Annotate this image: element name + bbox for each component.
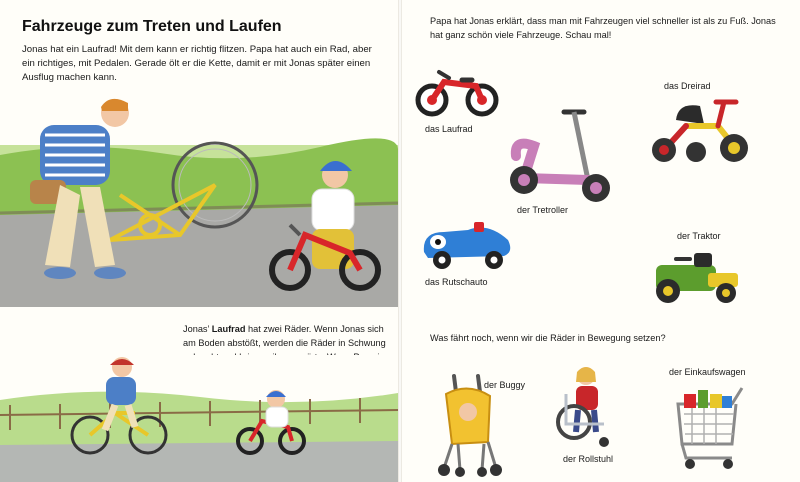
caption-bold-laufrad: Laufrad: [211, 324, 246, 334]
tricycle-picture: [648, 96, 748, 168]
ride-on-car-picture: [418, 212, 516, 272]
label-tretroller: der Tretroller: [517, 205, 569, 215]
right-intro-text: Papa hat Jonas erklärt, dass man mit Fahrzeugen viel schneller ist als zu Fuß. Jonas hat ganz schön viele Fahrzeuge. Schau mal!: [430, 16, 776, 40]
shopping-cart-picture: [662, 382, 752, 470]
caption-part: hat zwei Räder. Wenn Jonas sich am Boden abstößt, werden die Räder in Schwung: [183, 324, 386, 348]
intro-text: Jonas hat ein Laufrad! Mit dem kann er richtig flitzen. Papa hat auch ein Rad, aber ein richtiges, mit Pedalen. Gerade ölt er die Kette, damit er mit Jonas später einen Ausflug machen kann.: [22, 44, 372, 83]
scooter-picture: [506, 108, 614, 206]
page-title: Fahrzeuge zum Treten und Laufen: [22, 18, 282, 35]
caption-part: Jonas’: [183, 324, 212, 334]
label-laufrad: das Laufrad: [425, 124, 473, 134]
question-text: Was fährt noch, wenn wir die Räder in Bewegung setzen?: [430, 333, 666, 343]
label-dreirad: das Dreirad: [664, 81, 711, 91]
label-traktor: der Traktor: [677, 231, 721, 241]
label-einkaufswagen: der Einkaufswagen: [669, 367, 746, 377]
label-rutschauto: das Rutschauto: [425, 277, 488, 287]
tractor-picture: [646, 245, 746, 307]
repair-scene-illustration: [0, 85, 398, 307]
riding-scene-illustration: [0, 355, 398, 482]
balance-bike-picture: [414, 62, 500, 118]
wheelchair-picture: [556, 364, 616, 454]
label-buggy: der Buggy: [484, 380, 526, 390]
label-rollstuhl: der Rollstuhl: [563, 454, 614, 464]
